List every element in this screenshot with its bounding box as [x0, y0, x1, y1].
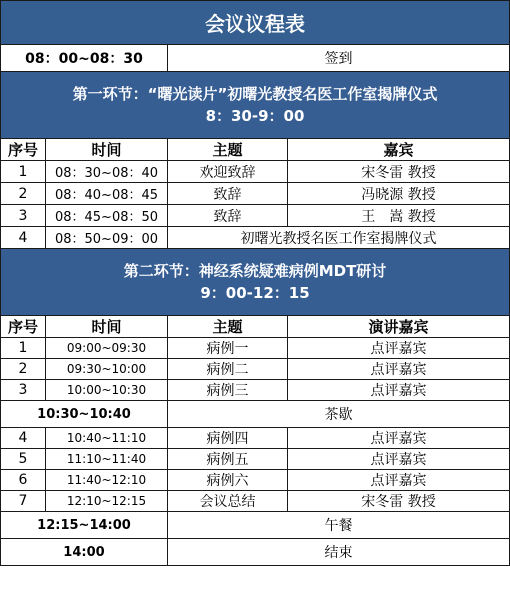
- end-time: 14:00: [1, 539, 168, 566]
- row-guest: 点评嘉宾: [288, 470, 510, 491]
- section2-title: 第二环节：神经系统疑难病例MDT研讨: [123, 262, 387, 280]
- row-guest: 冯晓源 教授: [288, 183, 510, 205]
- section1-header: [1, 72, 510, 139]
- section2-header: [1, 249, 510, 316]
- lunch-label: 午餐: [168, 512, 510, 539]
- row-no: 1: [1, 161, 46, 183]
- row-no: 1: [1, 338, 46, 359]
- table-row: [1, 491, 510, 512]
- row-topic: 病例二: [168, 359, 288, 380]
- row-no: 4: [1, 227, 46, 249]
- row-time: 10:00~10:30: [46, 380, 168, 401]
- row-time: 12:10~12:15: [46, 491, 168, 512]
- row-topic: 病例四: [168, 428, 288, 449]
- table-row: [1, 359, 510, 380]
- table-row: [1, 380, 510, 401]
- row-no: 4: [1, 428, 46, 449]
- row-time: 09:00~09:30: [46, 338, 168, 359]
- row-time: 08：50~09：00: [46, 227, 168, 249]
- col-header-no: 序号: [1, 139, 46, 161]
- col-header-time: 时间: [46, 139, 168, 161]
- row-no: 3: [1, 205, 46, 227]
- row-guest: 点评嘉宾: [288, 359, 510, 380]
- table-row: [1, 205, 510, 227]
- row-topic: 欢迎致辞: [168, 161, 288, 183]
- col-header-time: 时间: [46, 316, 168, 338]
- section2-time: 9：00-12：15: [200, 284, 310, 302]
- col-header-no: 序号: [1, 316, 46, 338]
- table-row: [1, 449, 510, 470]
- section1-title: 第一环节：“曙光读片”初曙光教授名医工作室揭牌仪式: [72, 85, 438, 103]
- table-row: [1, 161, 510, 183]
- row-time: 08：40~08：45: [46, 183, 168, 205]
- row-no: 7: [1, 491, 46, 512]
- row-merged-topic: 初曙光教授名医工作室揭牌仪式: [168, 227, 510, 249]
- table-row: [1, 428, 510, 449]
- row-guest: 点评嘉宾: [288, 338, 510, 359]
- row-guest: 王 嵩 教授: [288, 205, 510, 227]
- table-row: [1, 338, 510, 359]
- row-topic: 致辞: [168, 205, 288, 227]
- row-time: 08：30~08：40: [46, 161, 168, 183]
- row-topic: 病例五: [168, 449, 288, 470]
- table-row: [1, 470, 510, 491]
- row-no: 2: [1, 183, 46, 205]
- row-no: 6: [1, 470, 46, 491]
- col-header-topic: 主题: [168, 316, 288, 338]
- end-label: 结束: [168, 539, 510, 566]
- row-no: 3: [1, 380, 46, 401]
- row-no: 5: [1, 449, 46, 470]
- row-time: 08：45~08：50: [46, 205, 168, 227]
- table-row: [1, 227, 510, 249]
- row-guest: 点评嘉宾: [288, 380, 510, 401]
- row-time: 11:40~12:10: [46, 470, 168, 491]
- agenda-title: 会议议程表: [1, 1, 510, 45]
- col-header-guest: 嘉宾: [288, 139, 510, 161]
- break-time: 10:30~10:40: [1, 401, 168, 428]
- col-header-speaker: 演讲嘉宾: [288, 316, 510, 338]
- break-label: 茶歇: [168, 401, 510, 428]
- row-topic: 会议总结: [168, 491, 288, 512]
- row-time: 10:40~11:10: [46, 428, 168, 449]
- row-guest: 宋冬雷 教授: [288, 491, 510, 512]
- signin-time: 08：00~08：30: [1, 45, 168, 72]
- row-time: 09:30~10:00: [46, 359, 168, 380]
- signin-label: 签到: [168, 45, 510, 72]
- row-topic: 病例六: [168, 470, 288, 491]
- row-guest: 点评嘉宾: [288, 449, 510, 470]
- row-topic: 致辞: [168, 183, 288, 205]
- row-guest: 点评嘉宾: [288, 428, 510, 449]
- row-topic: 病例一: [168, 338, 288, 359]
- lunch-time: 12:15~14:00: [1, 512, 168, 539]
- row-topic: 病例三: [168, 380, 288, 401]
- row-no: 2: [1, 359, 46, 380]
- row-time: 11:10~11:40: [46, 449, 168, 470]
- table-row: [1, 183, 510, 205]
- section1-time: 8：30-9：00: [205, 107, 305, 125]
- col-header-topic: 主题: [168, 139, 288, 161]
- row-guest: 宋冬雷 教授: [288, 161, 510, 183]
